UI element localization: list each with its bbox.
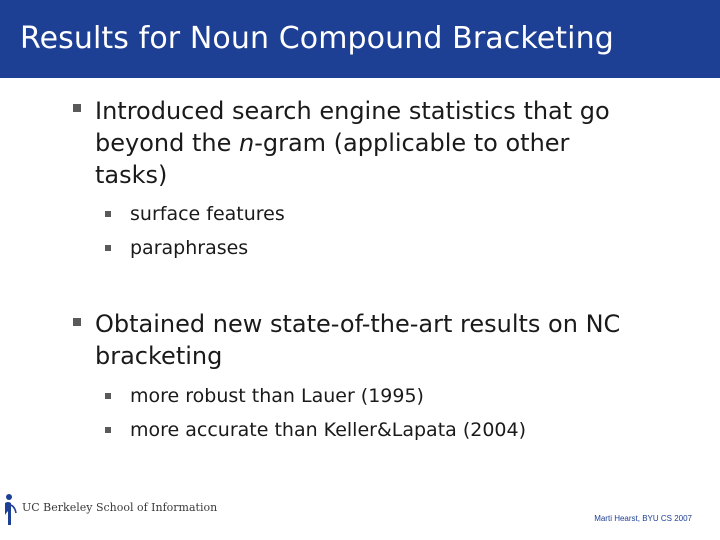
sub-bullet-surface-features: surface features <box>130 203 285 225</box>
bullet-1-line-2: beyond the n-gram (applicable to other <box>95 129 570 157</box>
bullet-2-line-2: bracketing <box>95 342 223 370</box>
bullet-1-line-3: tasks) <box>95 161 168 189</box>
footer-credit: Marti Hearst, BYU CS 2007 <box>594 514 692 523</box>
sub-bullet-paraphrases: paraphrases <box>130 237 249 259</box>
logo-text: UC Berkeley School of Information <box>22 501 218 514</box>
square-bullet-icon <box>105 211 111 217</box>
bullet-2-line-1: Obtained new state-of-the-art results on NC <box>95 310 621 338</box>
square-bullet-icon <box>73 104 81 112</box>
square-bullet-icon <box>73 318 81 326</box>
uc-berkeley-logo-icon <box>2 491 20 527</box>
slide-title: Results for Noun Compound Bracketing <box>20 21 614 56</box>
n-gram-italic-n: n <box>238 129 255 157</box>
uc-berkeley-logo <box>2 491 218 527</box>
sub-bullet-lauer: more robust than Lauer (1995) <box>130 385 424 407</box>
square-bullet-icon <box>105 245 111 251</box>
square-bullet-icon <box>105 427 111 433</box>
bullet-1-line-1: Introduced search engine statistics that go <box>95 97 610 125</box>
square-bullet-icon <box>105 393 111 399</box>
sub-bullet-keller-lapata: more accurate than Keller&Lapata (2004) <box>130 419 527 441</box>
